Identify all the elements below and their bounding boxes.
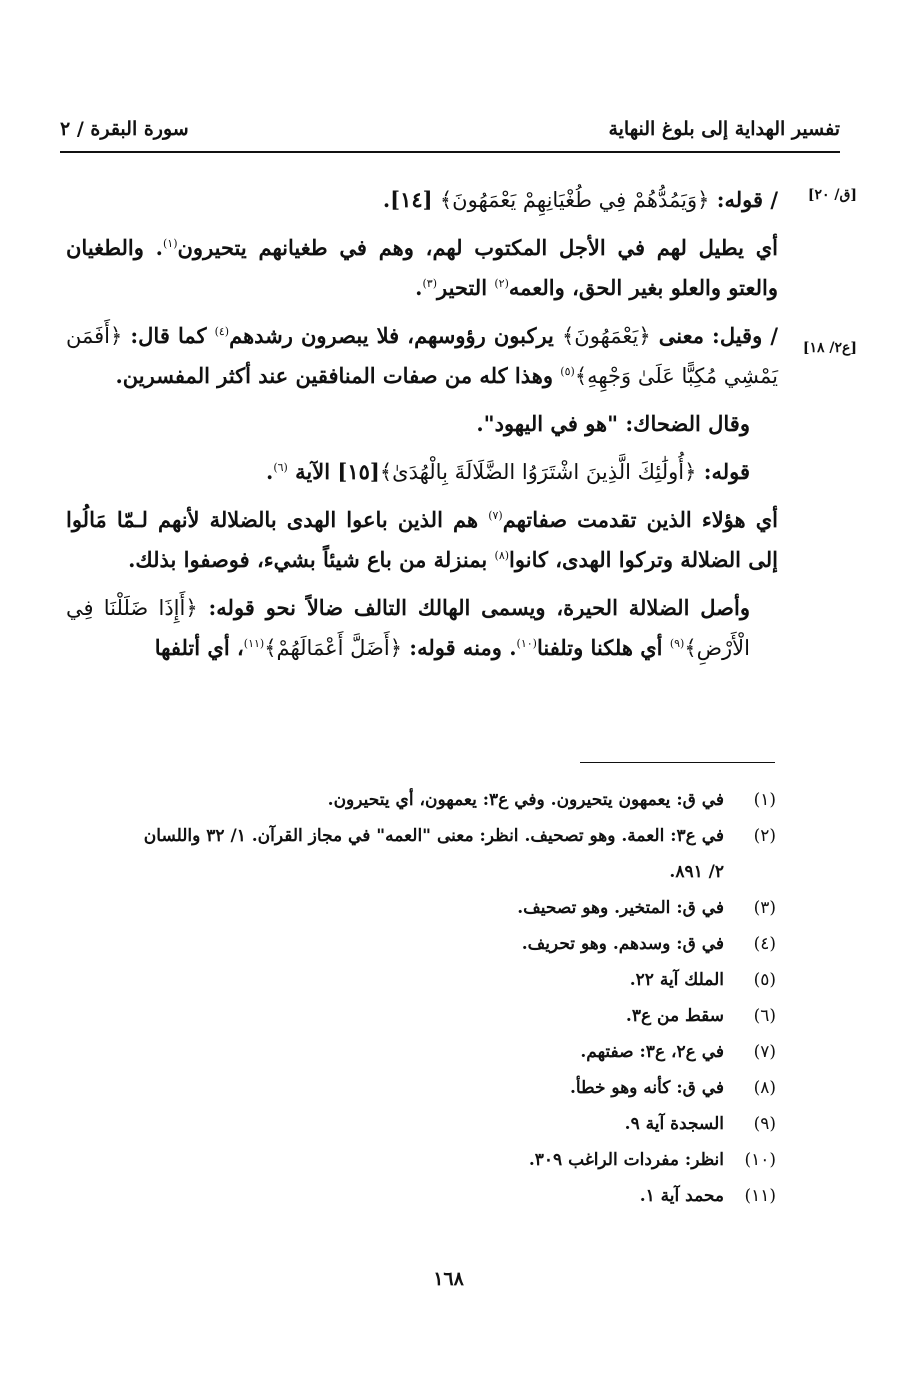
footnote-ref-10: (١٠) (516, 637, 537, 650)
quran-verse: ﴿وَيَمُدُّهُمْ فِي طُغْيَانِهِمْ يَعْمَهُونَ﴾ (439, 188, 710, 212)
footnote (66, 782, 776, 818)
text-span: كما قال: (122, 323, 215, 348)
verse-ref: [١٥] الآية (287, 459, 380, 484)
footnote-ref-8: (٨) (494, 549, 510, 562)
text-span: . ومنه قوله: (402, 635, 517, 660)
main-text (66, 180, 778, 676)
text-span: التحير (436, 275, 495, 300)
header-rule (60, 151, 840, 153)
text-span: أي هؤلاء الذين تقدمت صفاتهم (502, 507, 778, 532)
footnote-number: (٧) (753, 1042, 776, 1062)
footnote-ref-2: (٢) (494, 277, 509, 290)
text-span: هم الذين باعوا الهدى بالضلالة لأنهم لـمّا مَالُوا إلى الضلالة وتركوا الهدى، كانوا (66, 507, 778, 572)
footnote (66, 1178, 776, 1214)
paragraph-1 (66, 180, 778, 220)
quran-verse: ﴿يَعْمَهُونَ﴾ (561, 324, 651, 348)
footnote-ref-1: (١) (162, 237, 178, 250)
footnote-number: (١٠) (744, 1150, 776, 1170)
book-title: تفسير الهداية إلى بلوغ النهاية (608, 118, 840, 140)
footnote-ref-7: (٧) (488, 509, 503, 522)
footnote-continuation: ٢/ ٨٩١. (669, 862, 724, 882)
footnote (66, 1070, 776, 1106)
text-span: قوله: (696, 459, 750, 484)
quran-verse: ﴿أَإِذَا ضَلَلْنَا فِي الْأَرْضِ﴾ (66, 596, 750, 660)
footnote-text: في ق: المتخير. وهو تصحيف. (517, 898, 724, 918)
text-span: أي يطيل لهم في الأجل المكتوب لهم، وهم في طغيانهم يتحيرون (177, 235, 778, 260)
quran-verse: ﴿أَضَلَّ أَعْمَالَهُمْ﴾ (264, 636, 402, 660)
paragraph-2 (66, 228, 778, 308)
footnote (66, 998, 776, 1034)
text-span: يركبون رؤوسهم، فلا يبصرون رشدهم (229, 323, 562, 348)
footnote-number: (٤) (753, 934, 776, 954)
footnote-text: في ع٣: العمة. وهو تصحيف. انظر: معنى "العمه" في مجاز القرآن. ١/ ٣٢ واللسان (143, 826, 724, 846)
paragraph-4: وقال الضحاك: "هو في اليهود". (476, 411, 750, 436)
footnote-number: (١١) (744, 1186, 776, 1206)
quran-verse: ﴿أَفَمَن يَمْشِي مُكِبًّا عَلَىٰ وَجْهِهِ﴾ (66, 324, 778, 388)
footnote-text: سقط من ع٣. (625, 1006, 724, 1026)
footnote-rule (580, 762, 775, 763)
footnote-text: في ع٢، ع٣: صفتهم. (580, 1042, 724, 1062)
text-span: بمنزلة من باع شيئاً بشيء، فوصفوا بذلك. (128, 547, 495, 572)
text-span: ، أي أتلفها (154, 635, 244, 660)
footnote-text: انظر: مفردات الراغب ٣٠٩. (528, 1150, 724, 1170)
footnote-number: (٩) (753, 1114, 776, 1134)
footnote-number: (٣) (753, 898, 776, 918)
footnote (66, 818, 776, 854)
verse-ref: [١٤]. (382, 187, 440, 212)
surah-label: سورة البقرة / ٢ (60, 118, 189, 140)
text-span: أي هلكنا وتلفنا (536, 635, 670, 660)
footnote-ref-9: (٩) (669, 637, 685, 650)
text-span: . (415, 275, 423, 300)
page-number: ١٦٨ (433, 1268, 464, 1290)
text-span: . والطغيان والعتو والعلو بغير الحق، والعمه (66, 235, 778, 300)
footnote-number: (٦) (753, 1006, 776, 1026)
text-span: وهذا كله من صفات المنافقين عند أكثر المفسرين. (115, 363, 561, 388)
text-span: . (266, 459, 274, 484)
footnotes (66, 782, 776, 1214)
margin-note-a2-18: [ع٢/ ١٨] (802, 340, 857, 356)
footnote (66, 890, 776, 926)
paragraph-3 (66, 316, 778, 396)
footnote-ref-11: (١١) (243, 637, 265, 650)
footnote-ref-4: (٤) (214, 325, 230, 338)
text-span: / قوله: (709, 187, 778, 212)
footnote-number: (٨) (753, 1078, 776, 1098)
footnote (66, 926, 776, 962)
text-span: / وقيل: معنى (650, 323, 778, 348)
quran-verse: ﴿أُولَٰئِكَ الَّذِينَ اشْتَرَوُا الضَّلَالَةَ بِالْهُدَىٰ﴾ (379, 460, 697, 484)
footnote (66, 1034, 776, 1070)
footnote-ref-3: (٣) (422, 277, 437, 290)
footnote-number: (٥) (753, 970, 776, 990)
footnote-number: (١) (753, 790, 776, 810)
paragraph-5 (66, 452, 778, 492)
footnote-text: في ق: وسدهم. وهو تحريف. (521, 934, 724, 954)
text-span: وأصل الضلالة الحيرة، ويسمى الهالك التالف ضالاً نحو قوله: (197, 595, 750, 620)
margin-note-q20: [ق/ ٢٠] (807, 187, 857, 203)
footnote-number: (٢) (753, 826, 776, 846)
footnote-text: الملك آية ٢٢. (629, 970, 724, 990)
footnote-ref-6: (٦) (273, 461, 288, 474)
footnote (66, 1106, 776, 1142)
footnote-text: في ق: يعمهون يتحيرون. وفي ع٣: يعمهون، أي يتحيرون. (327, 790, 724, 810)
footnote (66, 1142, 776, 1178)
footnote-ref-5: (٥) (560, 365, 575, 378)
paragraph-6 (66, 500, 778, 580)
footnote-text: في ق: كأنه وهو خطأ. (569, 1078, 724, 1098)
footnote-text: السجدة آية ٩. (624, 1114, 724, 1134)
paragraph-7 (66, 588, 778, 668)
footnote-text: محمد آية ١. (639, 1186, 724, 1206)
footnote (66, 962, 776, 998)
